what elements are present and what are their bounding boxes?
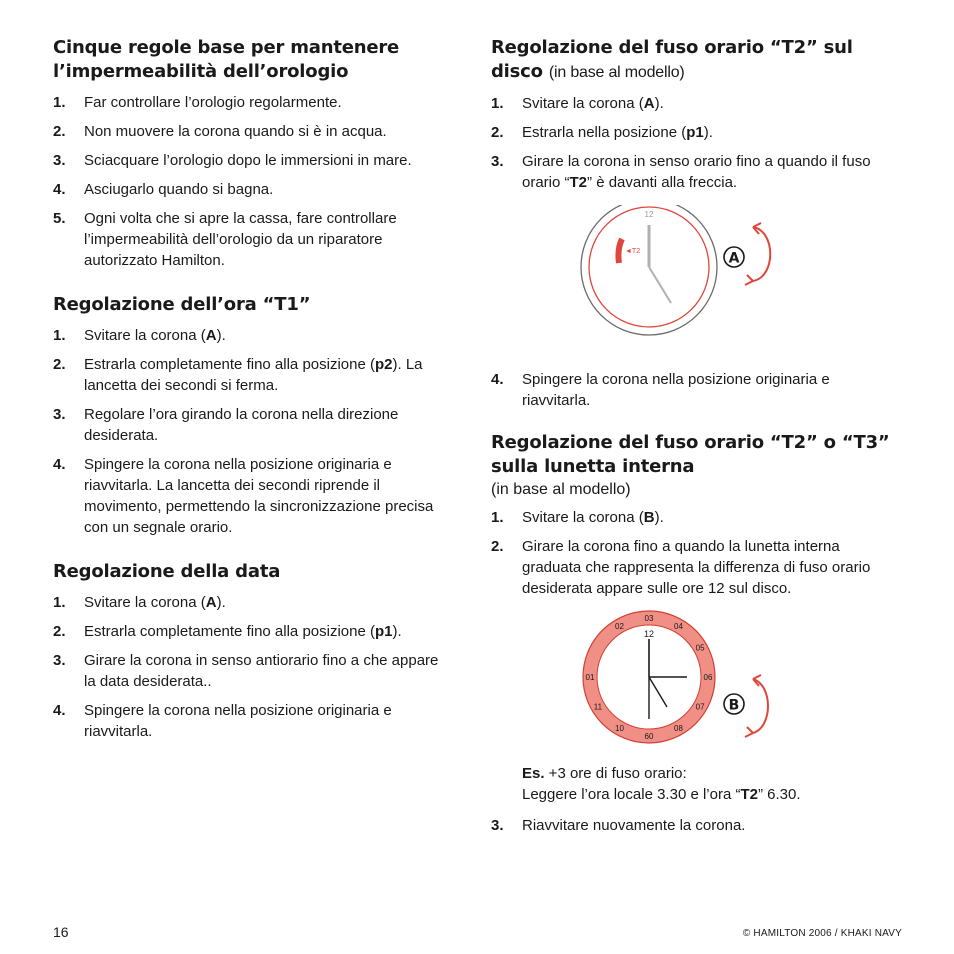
section-title: Regolazione dell’ora “T1” xyxy=(53,294,311,315)
section-title: Regolazione della data xyxy=(53,561,281,582)
bezel-number: 11 xyxy=(593,702,603,712)
example-label: Es. xyxy=(522,765,545,782)
list-item: 3. Girare la corona in senso antiorario fino a che appare la data desiderata.. xyxy=(53,652,439,690)
list-item: 4. Asciugarlo quando si bagna. xyxy=(53,181,274,198)
rules-list xyxy=(53,92,453,271)
steps-list xyxy=(53,325,453,538)
bezel-number: 05 xyxy=(695,643,705,653)
bezel-number: 01 xyxy=(585,673,595,682)
left-column xyxy=(53,36,453,764)
dial-twelve-label: 12 xyxy=(643,629,655,639)
crown-a-label: A xyxy=(728,250,740,267)
list-item: 5. Ogni volta che si apre la cassa, fare controllare l’impermeabilità dell’orologio da un riparatore autorizzato Hamilton. xyxy=(53,210,397,269)
list-item: 2. Estrarla nella posizione (p1). xyxy=(491,124,713,141)
page-number: 16 xyxy=(53,924,69,940)
section-time-t1 xyxy=(53,293,453,538)
list-item: 2. Non muovere la corona quando si è in acqua. xyxy=(53,123,387,140)
section-date xyxy=(53,560,453,742)
t2-indicator-label: ◄T2 xyxy=(625,248,641,255)
bezel-number: 07 xyxy=(695,702,705,712)
list-item: 1. Svitare la corona (B). xyxy=(491,509,664,526)
list-item: 4. Spingere la corona nella posizione originaria e riavvitarla. xyxy=(491,371,830,409)
right-column xyxy=(491,36,891,844)
list-item: 4. Spingere la corona nella posizione originaria e riavvitarla. xyxy=(53,702,392,740)
steps-list xyxy=(491,93,891,193)
crown-b-label: B xyxy=(728,697,740,714)
section-waterproof-rules xyxy=(53,36,453,271)
list-item: 3. Girare la corona in senso orario fino a quando il fuso orario “T2” è davanti alla freccia. xyxy=(491,153,871,191)
list-item: 3. Regolare l’ora girando la corona nella direzione desiderata. xyxy=(53,406,399,444)
steps-list xyxy=(491,507,891,599)
watch-dial-b-illustration xyxy=(491,609,891,749)
watch-figure-a xyxy=(491,205,891,355)
list-item: 2. Estrarla completamente fino alla posizione (p1). xyxy=(53,623,402,640)
section-title: Regolazione del fuso orario “T2” o “T3” sulla lunetta interna xyxy=(491,432,890,477)
list-item: 4. Spingere la corona nella posizione originaria e riavvitarla. La lancetta dei secondi riprende il movimento, permettendo la sincronizzazione precisa con un segnale orario. xyxy=(53,456,434,536)
steps-list xyxy=(491,815,891,836)
example-note: Es. +3 ore di fuso orario: Leggere l’ora locale 3.30 e l’ora “T2” 6.30. xyxy=(522,765,801,803)
watch-dial-a-illustration xyxy=(491,205,891,355)
section-title-sub: (in base al modello) xyxy=(548,64,685,81)
bezel-number: 04 xyxy=(674,621,683,631)
list-item: 1. Svitare la corona (A). xyxy=(53,594,226,611)
list-item: 3. Riavvitare nuovamente la corona. xyxy=(491,817,746,834)
watch-figure-b xyxy=(491,609,891,749)
section-subline: (in base al modello) xyxy=(491,481,631,498)
bezel-number: 03 xyxy=(644,614,654,623)
list-item: 2. Estrarla completamente fino alla posizione (p2). La lancetta dei secondi si ferma. xyxy=(53,356,423,394)
footer-copyright: © HAMILTON 2006 / KHAKI NAVY xyxy=(742,928,902,939)
section-title: Cinque regole base per mantenere l’impermeabilità dell’orologio xyxy=(53,37,400,82)
bezel-number: 06 xyxy=(703,673,713,682)
list-item: 1. Svitare la corona (A). xyxy=(53,327,226,344)
list-item: 3. Sciacquare l’orologio dopo le immersioni in mare. xyxy=(53,152,412,169)
section-t2-t3-bezel xyxy=(491,431,891,836)
dial-twelve-label: 12 xyxy=(644,210,654,219)
steps-list xyxy=(53,592,453,742)
section-t2-disc xyxy=(491,36,891,411)
bezel-number: 08 xyxy=(674,724,683,734)
section-title: Regolazione del fuso orario “T2” sul disco (in base al modello) xyxy=(491,37,853,82)
list-item: 2. Girare la corona fino a quando la lunetta interna graduata che rappresenta la differenza di fuso orario desiderata appare sulle ore 12 sul disco. xyxy=(491,538,871,597)
list-item: 1. Far controllare l’orologio regolarmente. xyxy=(53,94,342,111)
list-item: 1. Svitare la corona (A). xyxy=(491,95,664,112)
steps-list xyxy=(491,369,891,411)
bezel-number: 10 xyxy=(615,724,624,734)
bezel-number: 60 xyxy=(644,732,654,741)
bezel-number: 02 xyxy=(615,621,624,631)
